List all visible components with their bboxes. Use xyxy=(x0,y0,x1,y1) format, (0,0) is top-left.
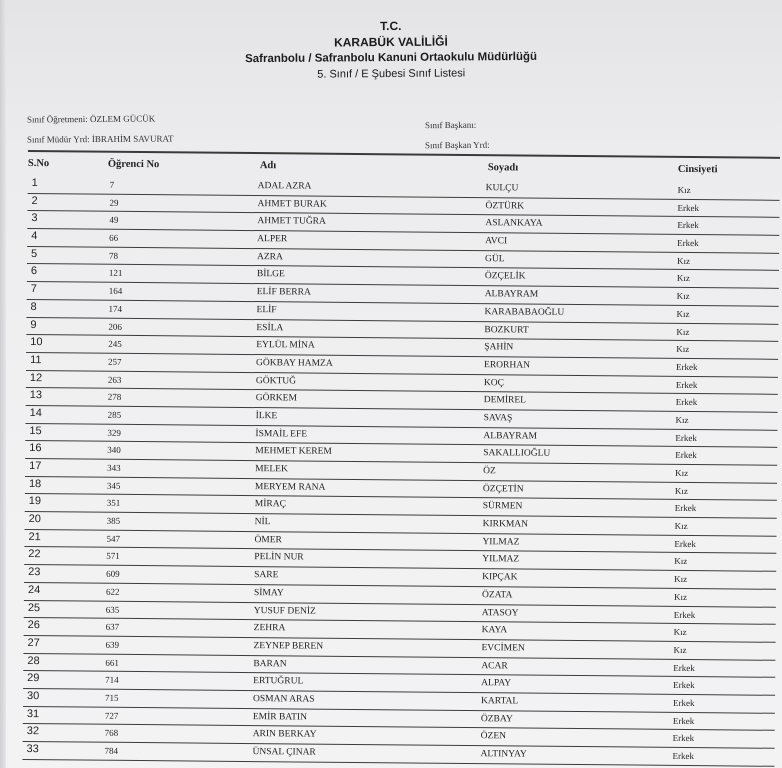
cell-last-name: SAVAŞ xyxy=(483,413,513,424)
cell-student-no: 715 xyxy=(104,692,119,703)
cell-last-name: ATASOY xyxy=(481,607,519,618)
paper-edge xyxy=(0,0,6,768)
cell-last-name: ÖZ xyxy=(483,466,496,477)
cell-sno: 12 xyxy=(29,371,43,384)
cell-first-name: SARE xyxy=(254,570,279,581)
cell-gender: Kız xyxy=(676,308,690,319)
cell-last-name: ŞAHİN xyxy=(484,342,514,353)
cell-sno: 24 xyxy=(27,583,41,596)
cell-student-no: 285 xyxy=(107,409,122,420)
cell-first-name: ÖMER xyxy=(254,534,282,546)
header-class-list-title: 5. Sınıf / E Şubesi Sınıf Listesi xyxy=(317,67,466,81)
cell-sno: 32 xyxy=(26,725,40,738)
cell-gender: Erkek xyxy=(677,202,700,213)
cell-gender: Erkek xyxy=(676,361,698,372)
cell-sno: 10 xyxy=(30,336,43,349)
cell-gender: Kız xyxy=(674,485,688,496)
header-governorship: KARABÜK VALİLİĞİ xyxy=(333,34,448,50)
cell-first-name: EMİR BATIN xyxy=(252,711,308,723)
class-teacher: Sınıf Öğretmeni: ÖZLEM GÜCÜK xyxy=(26,113,156,125)
cell-first-name: NİL xyxy=(254,517,271,528)
cell-sno: 27 xyxy=(27,636,40,650)
cell-sno: 21 xyxy=(28,530,41,543)
cell-last-name: YILMAZ xyxy=(482,554,520,565)
cell-sno: 2 xyxy=(31,194,38,207)
cell-student-no: 547 xyxy=(106,533,121,544)
cell-student-no: 278 xyxy=(107,391,122,403)
cell-student-no: 727 xyxy=(104,710,119,721)
cell-sno: 13 xyxy=(29,389,43,402)
cell-last-name: DEMİREL xyxy=(483,395,527,406)
cell-last-name: ÖZBAY xyxy=(480,713,513,725)
cell-sno: 25 xyxy=(27,601,41,614)
cell-gender: Erkek xyxy=(672,750,695,762)
class-vice-president: Sınıf Başkan Yrd: xyxy=(424,139,490,151)
cell-first-name: ESİLA xyxy=(256,322,284,333)
cell-sno: 29 xyxy=(27,672,40,685)
cell-last-name: SÜRMEN xyxy=(482,501,523,512)
cell-gender: Kız xyxy=(675,467,689,479)
cell-sno: 16 xyxy=(29,442,42,455)
cell-last-name: EVCİMEN xyxy=(481,643,525,654)
cell-last-name: ASLANKAYA xyxy=(485,218,543,230)
cell-last-name: KIPÇAK xyxy=(482,572,518,583)
cell-gender: Erkek xyxy=(672,733,695,744)
cell-first-name: YUSUF DENİZ xyxy=(253,605,316,617)
cell-gender: Erkek xyxy=(677,237,699,249)
cell-sno: 20 xyxy=(28,513,41,526)
cell-last-name: ÖZTÜRK xyxy=(485,200,525,212)
table-body xyxy=(22,176,782,767)
cell-first-name: ARIN BERKAY xyxy=(252,729,317,740)
cell-last-name: ERORHAN xyxy=(484,360,531,371)
cell-gender: Erkek xyxy=(674,538,696,549)
cell-student-no: 571 xyxy=(106,551,120,562)
cell-student-no: 768 xyxy=(104,728,119,739)
cell-first-name: AZRA xyxy=(256,251,283,263)
cell-student-no: 609 xyxy=(106,568,120,579)
cell-last-name: KARABABAOĞLU xyxy=(484,306,565,318)
cell-sno: 11 xyxy=(30,353,42,367)
cell-last-name: ALBAYRAM xyxy=(484,289,539,300)
cell-last-name: YILMAZ xyxy=(482,536,520,548)
cell-gender: Erkek xyxy=(675,432,697,443)
cell-sno: 22 xyxy=(28,548,41,561)
cell-first-name: SİMAY xyxy=(253,587,284,599)
cell-sno: 7 xyxy=(30,283,37,296)
cell-student-no: 245 xyxy=(108,338,122,350)
cell-gender: Kız xyxy=(676,273,690,284)
cell-sno: 26 xyxy=(27,619,40,632)
cell-sno: 8 xyxy=(30,300,37,313)
cell-first-name: OSMAN ARAS xyxy=(252,694,315,705)
cell-first-name: MEHMET KEREM xyxy=(255,446,332,458)
cell-student-no: 784 xyxy=(104,745,119,756)
cell-gender: Kız xyxy=(676,344,690,355)
cell-sno: 17 xyxy=(29,460,42,473)
column-header-gender: Cinsiyeti xyxy=(677,163,718,176)
cell-last-name: ÖZÇELİK xyxy=(484,271,526,282)
cell-gender: Kız xyxy=(676,291,690,302)
class-deputy-principal: Sınıf Müdür Yrd: İBRAHİM SAVURAT xyxy=(26,133,174,145)
cell-student-no: 49 xyxy=(109,215,119,226)
cell-sno: 14 xyxy=(29,406,42,420)
cell-student-no: 206 xyxy=(108,321,122,332)
cell-gender: Erkek xyxy=(675,379,698,390)
cell-last-name: ALTINYAY xyxy=(480,749,527,760)
cell-student-no: 257 xyxy=(108,356,122,367)
cell-first-name: GÖRKEM xyxy=(255,393,297,404)
class-president: Sınıf Başkanı: xyxy=(424,119,477,131)
cell-last-name: ACAR xyxy=(481,660,508,671)
cell-gender: Kız xyxy=(676,255,691,266)
cell-student-no: 714 xyxy=(105,674,119,686)
cell-first-name: GÖKBAY HAMZA xyxy=(256,357,333,369)
header-country: T.C. xyxy=(380,18,402,34)
cell-last-name: SAKALLIOĞLU xyxy=(483,448,551,460)
cell-sno: 19 xyxy=(28,495,42,508)
cell-first-name: ADAL AZRA xyxy=(257,181,312,192)
cell-gender: Kız xyxy=(673,627,687,638)
cell-gender: Erkek xyxy=(677,220,699,231)
cell-last-name: ALBAYRAM xyxy=(483,430,537,442)
cell-gender: Erkek xyxy=(673,662,695,673)
document-header xyxy=(0,15,782,85)
cell-sno: 5 xyxy=(31,247,38,260)
cell-first-name: EYLÜL MİNA xyxy=(256,340,315,351)
cell-student-no: 661 xyxy=(105,657,119,668)
cell-sno: 23 xyxy=(28,566,41,579)
cell-last-name: BOZKURT xyxy=(484,324,529,336)
cell-sno: 33 xyxy=(26,743,39,756)
cell-student-no: 121 xyxy=(108,268,123,279)
cell-gender: Erkek xyxy=(675,397,698,408)
cell-first-name: İLKE xyxy=(255,411,278,422)
cell-first-name: BİLGE xyxy=(256,269,285,280)
cell-student-no: 343 xyxy=(107,462,121,473)
cell-last-name: KARTAL xyxy=(480,696,519,707)
cell-student-no: 174 xyxy=(108,303,123,314)
header-school: Safranbolu / Safranbolu Kanuni Ortaokulu Müdürlüğü xyxy=(245,50,538,66)
cell-last-name: KAYA xyxy=(481,625,508,636)
cell-gender: Erkek xyxy=(672,715,695,726)
cell-sno: 6 xyxy=(30,265,38,278)
cell-student-no: 78 xyxy=(109,250,119,261)
cell-sno: 18 xyxy=(28,477,42,490)
cell-student-no: 351 xyxy=(106,498,121,509)
column-header-first-name: Adı xyxy=(259,160,277,172)
cell-student-no: 29 xyxy=(109,197,119,208)
cell-sno: 15 xyxy=(29,424,42,437)
cell-last-name: ÖZEN xyxy=(480,731,507,742)
cell-first-name: PELİN NUR xyxy=(254,552,304,563)
cell-last-name: AVCI xyxy=(485,236,508,247)
cell-gender: Kız xyxy=(675,414,689,425)
cell-first-name: MİRAÇ xyxy=(254,499,286,510)
cell-gender: Erkek xyxy=(672,697,695,709)
cell-student-no: 635 xyxy=(105,604,120,615)
cell-gender: Erkek xyxy=(675,450,697,461)
cell-gender: Erkek xyxy=(673,680,695,691)
cell-first-name: ERTUĞRUL xyxy=(253,676,304,687)
cell-gender: Kız xyxy=(677,184,691,196)
cell-sno: 28 xyxy=(27,654,40,667)
cell-student-no: 164 xyxy=(108,285,123,296)
cell-first-name: ZEHRA xyxy=(253,623,286,634)
cell-gender: Kız xyxy=(673,644,687,655)
cell-student-no: 637 xyxy=(105,621,120,633)
cell-sno: 4 xyxy=(31,230,38,243)
column-header-student-no: Öğrenci No xyxy=(107,158,160,171)
cell-sno: 9 xyxy=(30,318,37,331)
cell-student-no: 385 xyxy=(106,515,121,526)
cell-sno: 3 xyxy=(31,212,38,225)
cell-gender: Kız xyxy=(674,520,688,532)
student-table xyxy=(22,150,782,767)
column-header-sno: S.No xyxy=(27,157,50,170)
cell-student-no: 263 xyxy=(107,374,122,385)
cell-last-name: KOÇ xyxy=(483,377,505,388)
cell-first-name: İSMAİL EFE xyxy=(255,428,308,440)
cell-student-no: 340 xyxy=(107,445,121,456)
cell-student-no: 66 xyxy=(109,232,119,243)
cell-gender: Erkek xyxy=(674,503,697,514)
cell-last-name: ÖZÇETİN xyxy=(482,483,524,495)
cell-first-name: GÖKTUĞ xyxy=(255,375,297,387)
cell-first-name: AHMET TUĞRA xyxy=(257,216,326,228)
cell-gender: Kız xyxy=(673,591,688,602)
cell-first-name: ELİF BERRA xyxy=(256,287,311,298)
cell-last-name: GÜL xyxy=(484,253,505,265)
cell-gender: Kız xyxy=(674,574,688,585)
cell-sno: 31 xyxy=(26,707,40,720)
cell-student-no: 329 xyxy=(107,427,121,438)
cell-gender: Kız xyxy=(676,326,690,337)
cell-last-name: KIRKMAN xyxy=(482,519,529,530)
cell-gender: Kız xyxy=(674,556,688,567)
cell-last-name: KULÇU xyxy=(485,183,519,194)
cell-sno: 1 xyxy=(31,177,38,190)
cell-first-name: MELEK xyxy=(255,464,288,475)
cell-gender: Erkek xyxy=(673,609,696,620)
cell-first-name: ALPER xyxy=(257,234,288,245)
cell-sno: 30 xyxy=(26,689,40,703)
cell-first-name: AHMET BURAK xyxy=(257,198,327,210)
cell-student-no: 7 xyxy=(109,179,115,190)
column-header-last-name: Soyadı xyxy=(487,162,519,174)
cell-first-name: ELİF xyxy=(256,304,277,316)
cell-first-name: ZEYNEP BEREN xyxy=(253,640,324,652)
cell-student-no: 345 xyxy=(106,480,121,491)
cell-first-name: BARAN xyxy=(253,658,287,669)
cell-first-name: ÜNSAL ÇINAR xyxy=(252,747,316,758)
cell-last-name: ÖZATA xyxy=(481,589,513,601)
cell-first-name: MERYEM RANA xyxy=(254,481,326,493)
cell-student-no: 639 xyxy=(105,639,120,650)
cell-student-no: 622 xyxy=(105,586,120,597)
cell-last-name: ALPAY xyxy=(481,678,512,689)
